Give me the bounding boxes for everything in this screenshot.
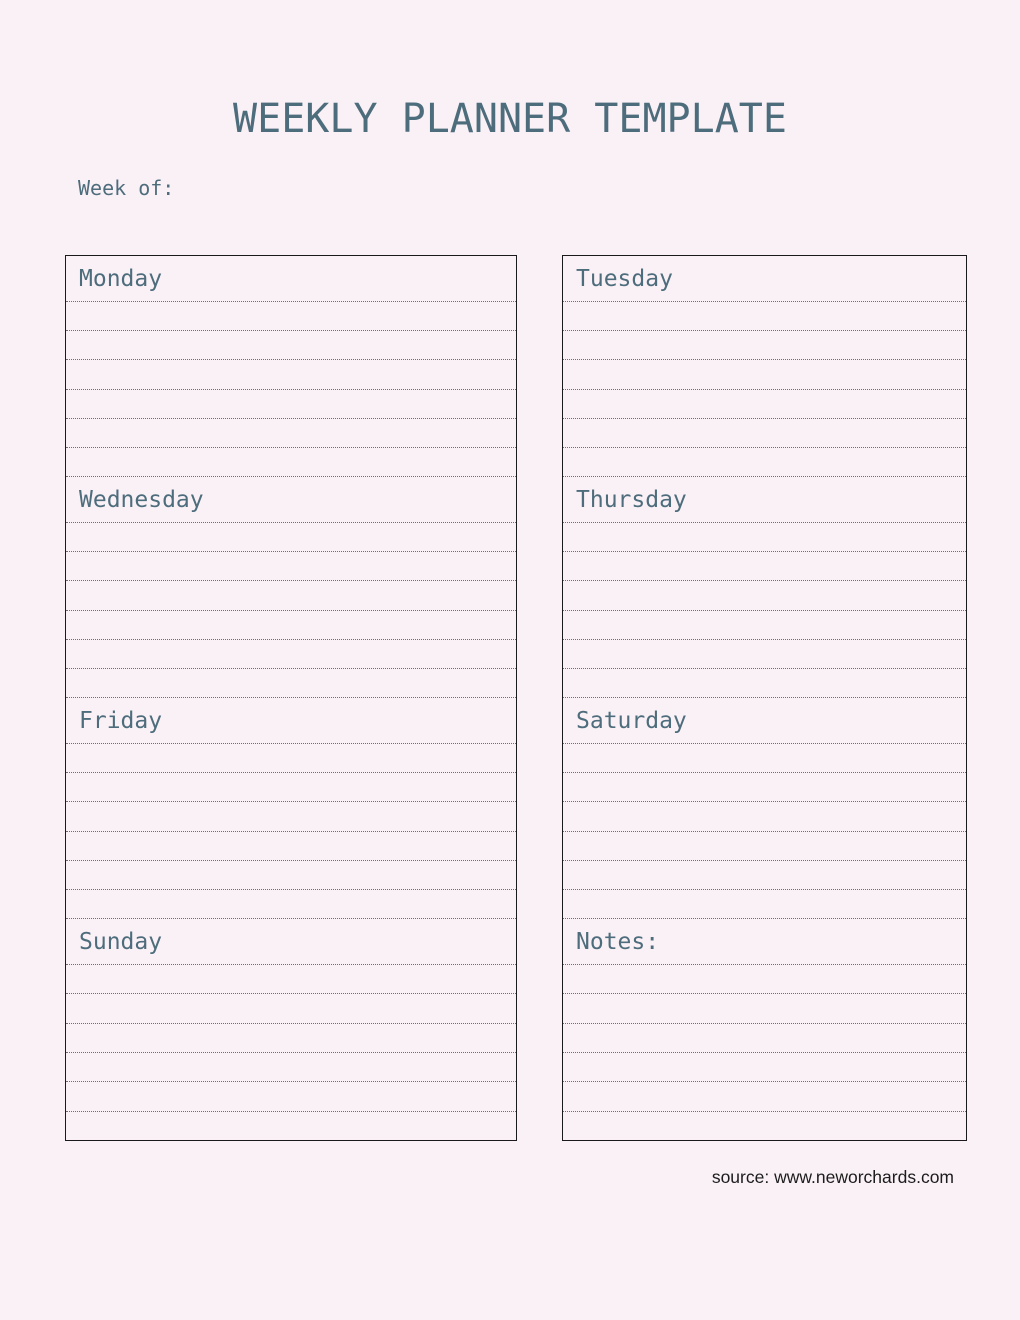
ruled-lines-saturday <box>563 744 966 919</box>
ruled-lines-sunday <box>66 965 516 1140</box>
section-header-wednesday: Wednesday <box>66 477 516 523</box>
section-friday <box>66 698 516 919</box>
ruled-lines-friday <box>66 744 516 919</box>
ruled-line <box>66 1112 516 1140</box>
ruled-line <box>563 965 966 994</box>
ruled-line <box>66 331 516 360</box>
section-tuesday <box>563 256 966 477</box>
section-header-friday: Friday <box>66 698 516 744</box>
ruled-line <box>66 802 516 831</box>
ruled-line <box>563 890 966 919</box>
ruled-line <box>66 611 516 640</box>
ruled-line <box>66 669 516 698</box>
ruled-line <box>563 581 966 610</box>
section-notes <box>563 919 966 1140</box>
ruled-line <box>563 302 966 331</box>
ruled-line <box>563 360 966 389</box>
ruled-line <box>563 1112 966 1140</box>
ruled-line <box>66 360 516 389</box>
ruled-line <box>66 581 516 610</box>
ruled-line <box>563 802 966 831</box>
ruled-line <box>66 640 516 669</box>
ruled-line <box>563 1053 966 1082</box>
ruled-line <box>563 523 966 552</box>
section-saturday <box>563 698 966 919</box>
ruled-line <box>563 640 966 669</box>
ruled-lines-thursday <box>563 523 966 698</box>
ruled-line <box>563 669 966 698</box>
ruled-line <box>563 744 966 773</box>
ruled-line <box>66 1053 516 1082</box>
ruled-line <box>66 890 516 919</box>
ruled-line <box>563 552 966 581</box>
ruled-lines-monday <box>66 302 516 477</box>
ruled-line <box>66 965 516 994</box>
planner-column-left <box>65 255 517 1141</box>
section-monday <box>66 256 516 477</box>
planner-column-right <box>562 255 967 1141</box>
section-sunday <box>66 919 516 1140</box>
ruled-line <box>66 1082 516 1111</box>
section-header-saturday: Saturday <box>563 698 966 744</box>
ruled-line <box>563 448 966 477</box>
ruled-lines-wednesday <box>66 523 516 698</box>
ruled-lines-tuesday <box>563 302 966 477</box>
ruled-line <box>66 419 516 448</box>
section-header-sunday: Sunday <box>66 919 516 965</box>
ruled-line <box>563 1082 966 1111</box>
ruled-line <box>66 773 516 802</box>
ruled-line <box>66 744 516 773</box>
ruled-line <box>563 419 966 448</box>
ruled-line <box>563 331 966 360</box>
section-header-tuesday: Tuesday <box>563 256 966 302</box>
section-header-monday: Monday <box>66 256 516 302</box>
ruled-line <box>563 832 966 861</box>
ruled-line <box>66 523 516 552</box>
ruled-line <box>66 448 516 477</box>
ruled-line <box>563 994 966 1023</box>
section-header-notes: Notes: <box>563 919 966 965</box>
ruled-line <box>563 861 966 890</box>
ruled-line <box>563 1024 966 1053</box>
ruled-line <box>66 994 516 1023</box>
ruled-line <box>563 611 966 640</box>
ruled-line <box>66 302 516 331</box>
ruled-line <box>563 773 966 802</box>
ruled-line <box>563 390 966 419</box>
ruled-line <box>66 1024 516 1053</box>
ruled-line <box>66 832 516 861</box>
section-thursday <box>563 477 966 698</box>
ruled-line <box>66 861 516 890</box>
page-title: WEEKLY PLANNER TEMPLATE <box>233 96 787 142</box>
ruled-line <box>66 390 516 419</box>
section-wednesday <box>66 477 516 698</box>
week-of-label: Week of: <box>78 176 175 200</box>
source-attribution: source: www.neworchards.com <box>711 1167 954 1187</box>
ruled-line <box>66 552 516 581</box>
section-header-thursday: Thursday <box>563 477 966 523</box>
ruled-lines-notes <box>563 965 966 1140</box>
